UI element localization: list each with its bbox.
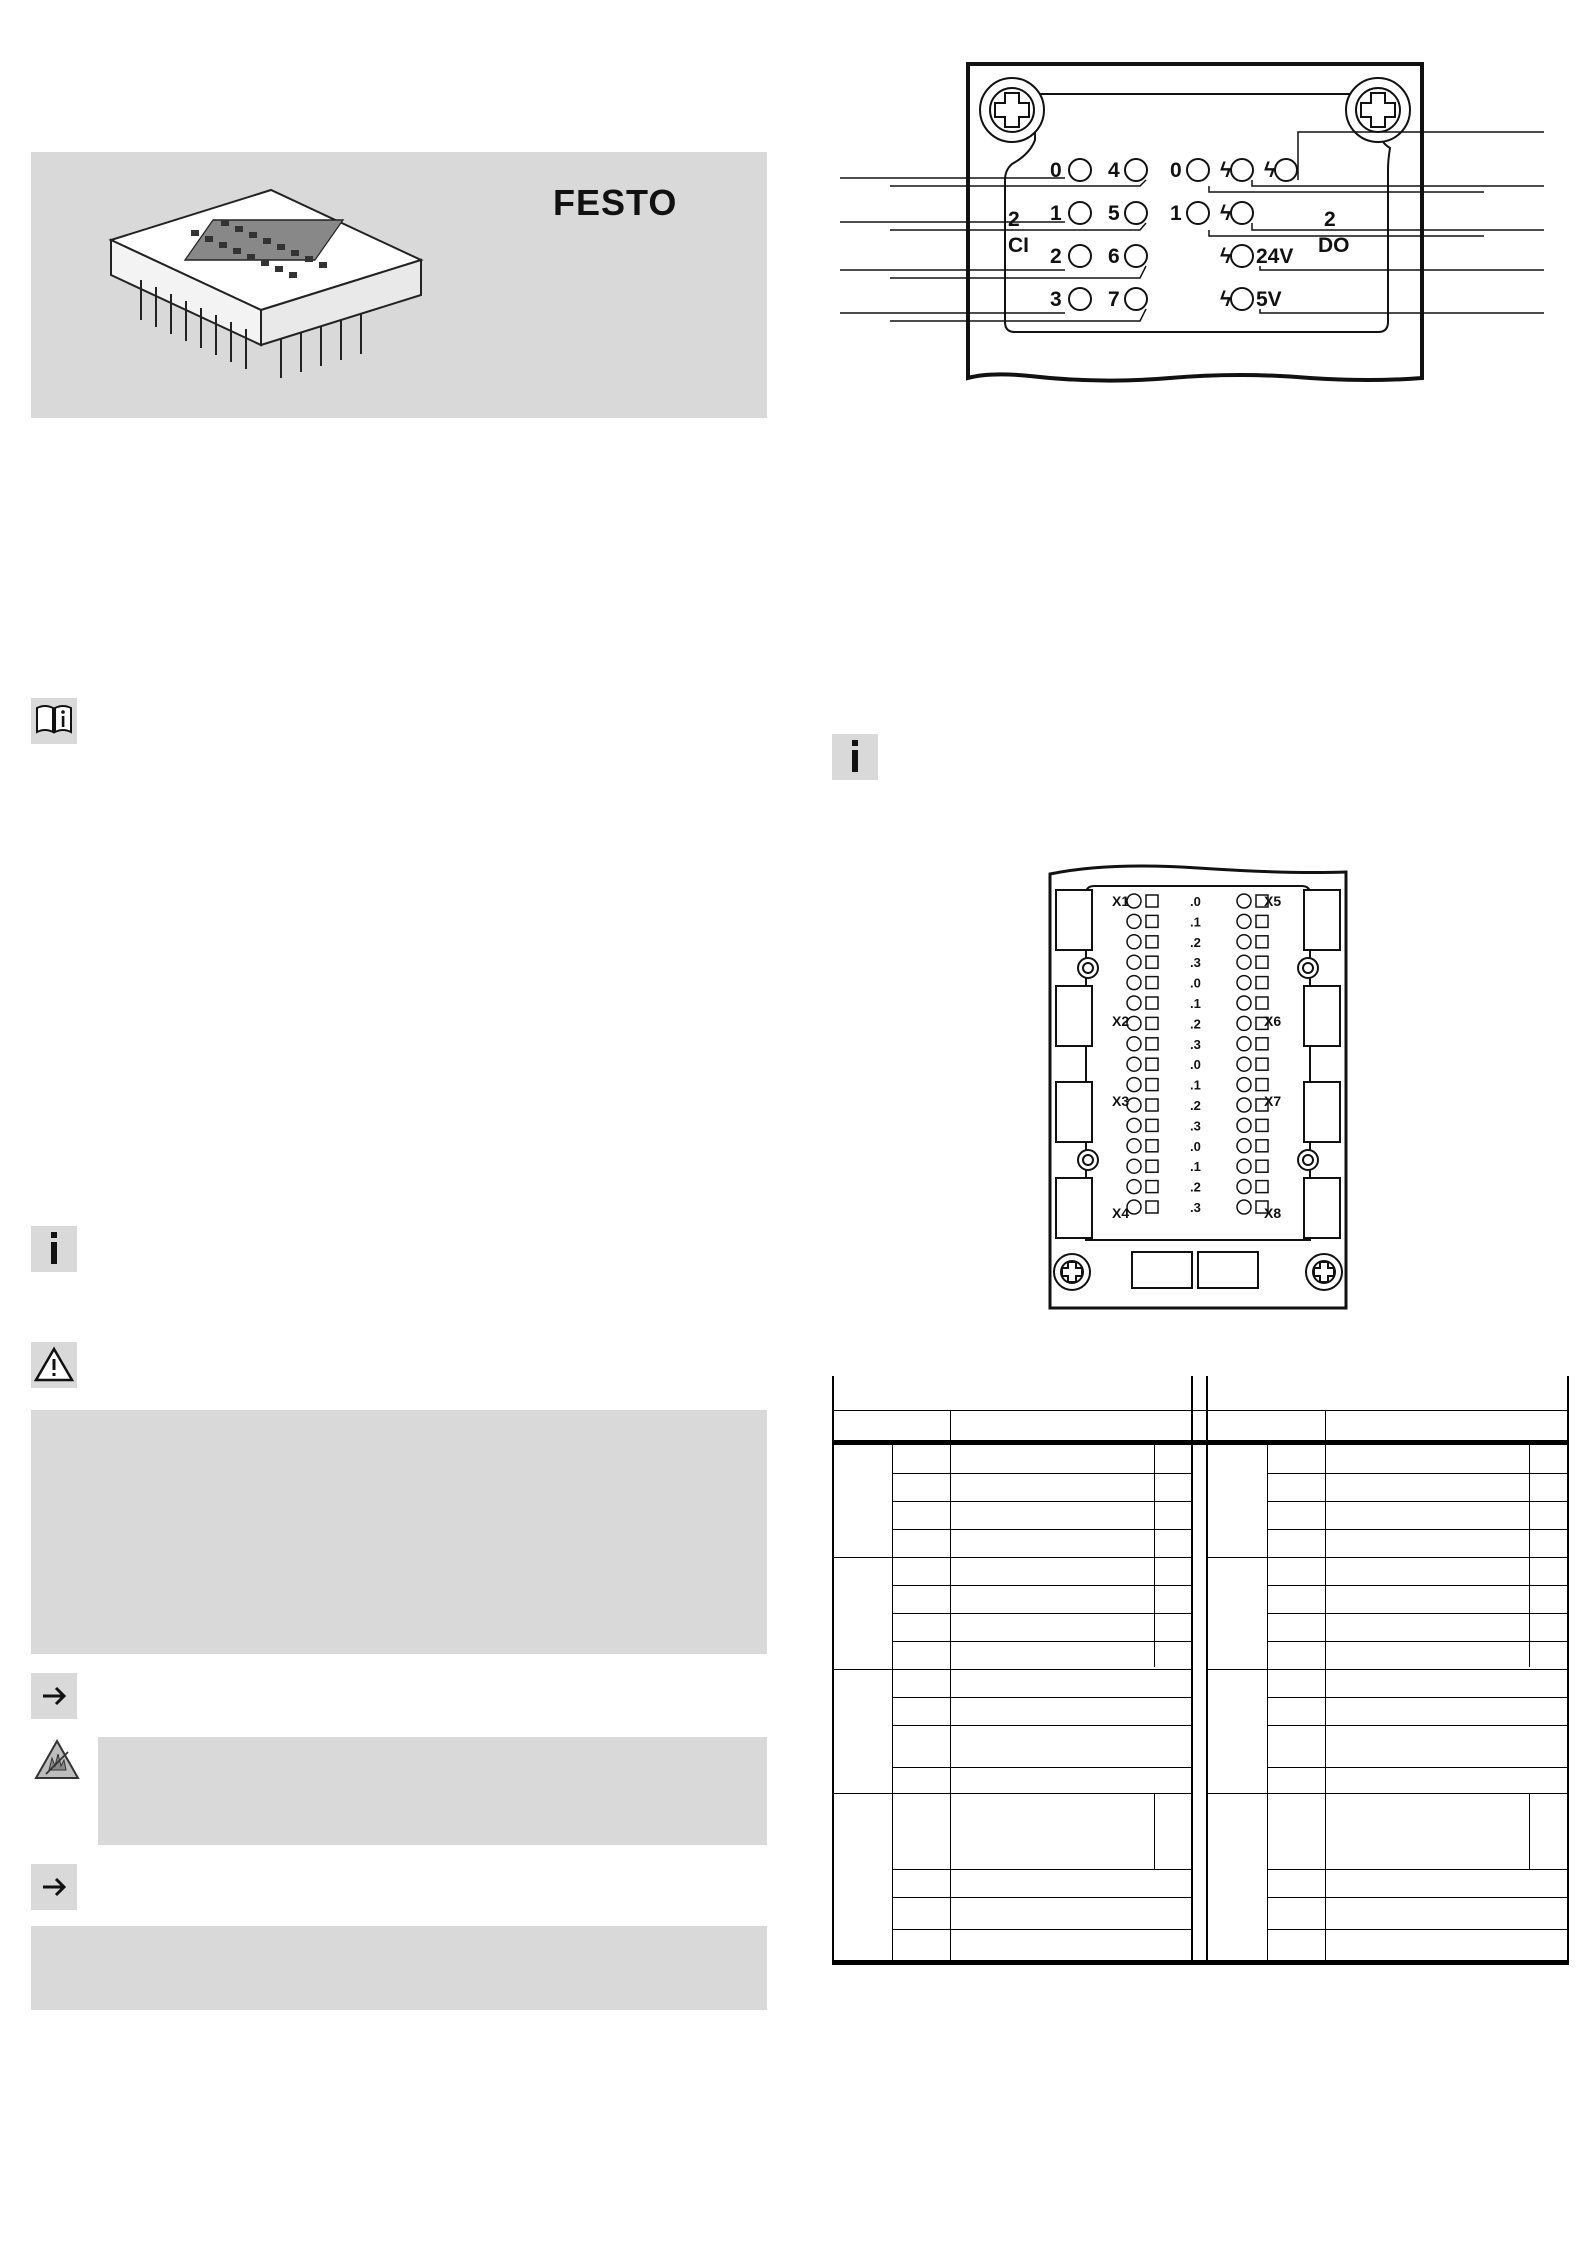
pin-label: .2 [1190, 1098, 1201, 1113]
terminal-contact [1127, 1159, 1141, 1173]
do-led-label: ϟ [1220, 159, 1232, 182]
terminal-contact [1237, 1159, 1251, 1173]
terminal-contact [1237, 914, 1251, 928]
header-banner [31, 152, 767, 418]
pin-label: .1 [1190, 914, 1201, 930]
terminal-slot [1146, 977, 1158, 989]
terminal-contact [1237, 1118, 1251, 1132]
pin-label: .3 [1190, 1118, 1201, 1134]
terminal-contact [1237, 1098, 1251, 1112]
terminal-contact [1127, 1118, 1141, 1132]
connector-label-right: X5 [1264, 893, 1282, 909]
terminal-slot [1146, 1038, 1158, 1050]
terminal-contact [1237, 935, 1251, 949]
do-led-label: ϟ [1220, 202, 1232, 225]
terminal-contact [1127, 935, 1141, 949]
pin-label: .1 [1190, 996, 1201, 1011]
warning-block [31, 1410, 767, 1654]
terminal-slot [1256, 1119, 1268, 1131]
connector-label-left: X4 [1112, 1205, 1130, 1221]
connector-label-right: X7 [1264, 1093, 1282, 1109]
ci-led-label: 3 [1050, 288, 1062, 311]
pin-label: .0 [1190, 1138, 1201, 1154]
do-group-label: DO [1318, 234, 1350, 257]
terminal-contact [1127, 1057, 1141, 1071]
ci-led-label: 6 [1108, 245, 1120, 268]
terminal-slot [1146, 936, 1158, 948]
terminal-contact [1127, 1139, 1141, 1153]
ci-led-label: 5 [1108, 202, 1120, 225]
pin-label: .2 [1190, 934, 1201, 950]
pin-label: .2 [1190, 1179, 1201, 1195]
terminal-slot [1256, 1058, 1268, 1070]
arrow-right-icon [31, 1864, 77, 1910]
esd-note-block [98, 1737, 767, 1845]
terminal-slot [1146, 1160, 1158, 1172]
pin-label: .3 [1190, 1036, 1201, 1052]
pin-label: .0 [1190, 894, 1201, 909]
terminal-contact [1127, 1037, 1141, 1051]
svg-text:5V: 5V [1256, 288, 1282, 311]
ci-led-label: 0 [1050, 159, 1062, 182]
terminal-contact [1237, 955, 1251, 969]
ci-led-label: 2 [1050, 245, 1062, 268]
terminal-slot [1146, 1140, 1158, 1152]
terminal-slot [1146, 1201, 1158, 1213]
pin-label: .3 [1190, 1200, 1201, 1215]
terminal-slot [1146, 1119, 1158, 1131]
do-led-label: 1 [1170, 202, 1182, 225]
terminal-contact [1127, 1078, 1141, 1092]
pin-label: .1 [1190, 1077, 1201, 1093]
connector-label-right: X6 [1264, 1013, 1282, 1029]
terminal-slot [1256, 956, 1268, 968]
connector-label-left: X2 [1112, 1013, 1130, 1029]
do-group-number: 2 [1324, 208, 1336, 231]
terminal-slot [1146, 956, 1158, 968]
terminal-contact [1127, 914, 1141, 928]
ci-led-label: 1 [1050, 202, 1062, 225]
product-illustration [101, 180, 431, 390]
ci-led-label: 4 [1108, 159, 1120, 182]
terminal-slot [1256, 977, 1268, 989]
terminal-slot [1146, 1079, 1158, 1091]
do-led-label: ϟ [1220, 245, 1232, 268]
pin-label: .2 [1190, 1016, 1201, 1032]
terminal-contact [1237, 1037, 1251, 1051]
warning-triangle-icon [31, 1342, 77, 1388]
terminal-slot [1146, 1017, 1158, 1029]
terminal-contact [1127, 996, 1141, 1010]
terminal-contact [1237, 1139, 1251, 1153]
terminal-slot [1256, 936, 1268, 948]
connector-label-left: X1 [1112, 893, 1130, 909]
terminal-slot [1146, 915, 1158, 927]
terminal-contact [1237, 996, 1251, 1010]
terminal-slot [1256, 997, 1268, 1009]
pin-label: .1 [1190, 1159, 1201, 1175]
terminal-block-diagram [1048, 860, 1348, 1315]
info-icon [832, 734, 878, 780]
terminal-contact [1237, 1057, 1251, 1071]
terminal-slot [1256, 1140, 1268, 1152]
terminal-contact [1237, 1200, 1251, 1214]
connector-label-left: X3 [1112, 1093, 1130, 1109]
terminal-slot [1146, 1099, 1158, 1111]
terminal-slot [1256, 1079, 1268, 1091]
festo-logo: FESTO [553, 182, 678, 223]
note-block [31, 1926, 767, 2010]
terminal-contact [1237, 976, 1251, 990]
terminal-slot [1256, 915, 1268, 927]
pin-label: .0 [1190, 975, 1201, 991]
ci-group-label: CI [1008, 234, 1029, 257]
terminal-contact [1237, 1180, 1251, 1194]
terminal-slot [1256, 1160, 1268, 1172]
pin-label: .0 [1190, 1057, 1201, 1073]
terminal-slot [1256, 1038, 1268, 1050]
svg-text:24V: 24V [1256, 245, 1294, 268]
arrow-right-icon [31, 1673, 77, 1719]
esd-hand-icon [34, 1738, 80, 1787]
terminal-contact [1237, 894, 1251, 908]
do-led-label: ϟ [1264, 159, 1276, 182]
connector-label-right: X8 [1264, 1205, 1282, 1221]
terminal-contact [1127, 955, 1141, 969]
pin-assignment-table [832, 1376, 1570, 1966]
do-led-label: ϟ [1220, 288, 1232, 311]
manual-info-icon [31, 698, 77, 744]
terminal-slot [1146, 1181, 1158, 1193]
terminal-contact [1237, 1078, 1251, 1092]
led-display-diagram [840, 60, 1560, 395]
do-led-label: 0 [1170, 159, 1182, 182]
terminal-slot [1146, 1058, 1158, 1070]
terminal-contact [1127, 976, 1141, 990]
info-icon [31, 1226, 77, 1272]
terminal-slot [1146, 895, 1158, 907]
ci-group-number: 2 [1008, 208, 1020, 231]
terminal-slot [1146, 997, 1158, 1009]
ci-led-label: 7 [1108, 288, 1120, 311]
terminal-contact [1127, 1180, 1141, 1194]
terminal-slot [1256, 1181, 1268, 1193]
terminal-contact [1237, 1016, 1251, 1030]
pin-label: .3 [1190, 955, 1201, 971]
screw-top-left [980, 78, 1044, 142]
